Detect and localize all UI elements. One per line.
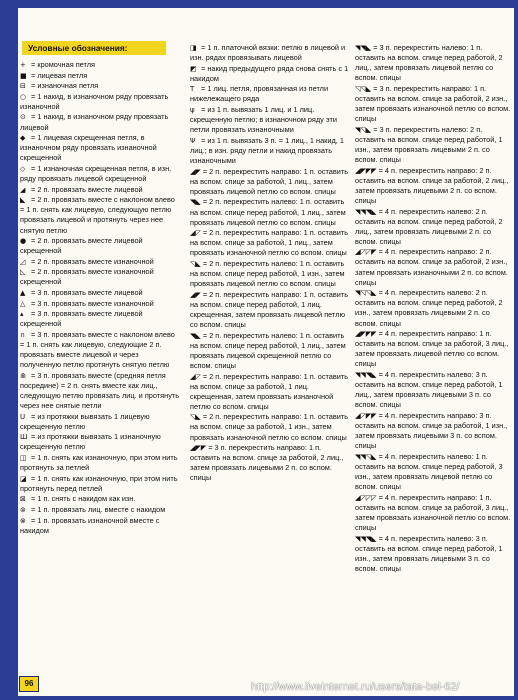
legend-entry-text: = 1 лиц. петля, провязанная из петли нижележащего ряда [190, 84, 329, 104]
stitch-symbol-icon: ◇ [20, 164, 26, 173]
watermark-url: http://www.liveinternet.ru/users/tata-bel-62/ [251, 681, 460, 693]
legend-entry [190, 259, 352, 289]
legend-entry-text: = 4 п. перекрестить налево: 1 п. оставить на вспом. спице перед работой, 3 изн., затем провязать лицевой петлю со вспом. спицы [355, 451, 503, 492]
stitch-symbol-icon: Ψ [190, 136, 196, 145]
legend-entry-text: = 1 накид, в изнаночном ряду провязать изнаночной [20, 91, 169, 111]
legend-column-3 [355, 43, 511, 574]
legend-entry [20, 288, 180, 298]
legend-entry-text: = 3 п. провязать вместе лицевой скрещенной [20, 309, 143, 329]
stitch-symbol-icon: ◥◹◹◣ [355, 289, 377, 298]
legend-entry [190, 43, 352, 63]
stitch-symbol-icon: ⊚ [20, 506, 26, 515]
page-number: 96 [19, 676, 39, 692]
stitch-symbol-icon: ◥◥◥◣ [355, 534, 377, 543]
legend-entry [355, 166, 511, 206]
legend-entry [20, 309, 180, 329]
legend-entry [20, 164, 180, 184]
legend-entry-text: = накид предыдущего ряда снова снять с 1 накидом [190, 63, 349, 83]
stitch-symbol-icon: ◫ [20, 454, 27, 463]
legend-entry [190, 412, 352, 442]
legend-entry [20, 257, 180, 267]
legend-entry-text: = 4 п. перекрестить налево: 3 п. оставить на вспом. спице перед работой, 1 лиц., затем провязать лицевыми 3 п. со вспом. спицы [355, 370, 503, 410]
stitch-symbol-icon: ⋒ [20, 371, 26, 380]
stitch-symbol-icon: ⊠ [20, 495, 26, 504]
stitch-symbol-icon: ◢◤◤ [190, 444, 207, 453]
legend-entry-text: = изнаночная петля [29, 81, 99, 91]
legend-entry-text: = 3 п. перекрестить направо: 1 п. оставить на вспом. спице за работой, 2 лиц., затем провязать лицевыми 2 п. со вспом. спицы [190, 443, 344, 483]
legend-entry-text: = 4 п. перекрестить направо: 3 п. оставить на вспом. спице за работой, 1 изн., затем провязать лицевыми 3 п. со вспом. спицы [355, 410, 508, 451]
stitch-symbol-icon: ◢◤◤◤ [355, 330, 377, 339]
legend-entry [190, 372, 352, 412]
legend-entry [20, 474, 180, 494]
legend-entry [355, 84, 511, 124]
legend-entry-text: = кромочная петля [29, 60, 95, 69]
stitch-symbol-icon: ◥◥◹◣ [355, 452, 377, 461]
legend-entry-text: = 2 п. перекрестить направо: 1 п. оставить на вспом. спице за работой, 1 лиц., затем провязать лицевой петлю со вспом. спицы [190, 166, 349, 196]
stitch-symbol-icon: ◥◹◣ [355, 125, 372, 134]
legend-entry [190, 167, 352, 197]
stitch-symbol-icon: ◢◸ [190, 372, 201, 381]
stitch-symbol-icon: ◺ [20, 268, 26, 277]
stitch-symbol-icon: ∩ [20, 330, 26, 339]
stitch-symbol-icon: + [20, 61, 26, 69]
legend-entry-text: = 1 п. снять как изнаночную, при этом нить протянуть за петлей [20, 453, 178, 473]
legend-entry-text: = 2 п. провязать вместе изнаночной скрещенной [20, 267, 154, 287]
legend-entry-text: = 2 п. перекрестить налево: 1 п. оставить на вспом. спице перед работой, 1 лиц., затем провязать лицевой скрещенной петлю со вспом. спицы [190, 330, 346, 370]
legend-entry [355, 370, 511, 410]
legend-entry [20, 81, 180, 91]
legend-entry [20, 371, 180, 411]
stitch-symbol-icon: ◢◸◸◸ [355, 493, 377, 502]
legend-column-2 [190, 43, 352, 484]
paper-sheet [18, 8, 514, 696]
legend-entry [190, 443, 352, 483]
legend-entry-text: = 3 п. перекрестить налево: 2 п. оставить на вспом. спице перед работой, 1 изн., затем провязать лицевыми 2 п. со вспом. спицы [355, 124, 503, 165]
legend-entry-text: = из 1 п. вывязать 3 п. = 1 лиц., 1 накид, 1 лиц.; в изн. ряду петли и накид провязать изнаночными [190, 135, 344, 166]
legend-entry-text: = 2 п. перекрестить направо: 1 п. оставить на вспом. спице за работой, 1 лиц. скрещенная, затем провязать изнаночной петлю со вспом. спицы [190, 371, 349, 411]
stitch-symbol-icon: ◢◤ [190, 290, 201, 299]
stitch-symbol-icon: ◥◣ [190, 198, 201, 207]
legend-entry [20, 516, 180, 536]
legend-entry [20, 133, 180, 163]
legend-entry-text: = из 1 п. вывязать 1 лиц. и 1 лиц. скрещенную петлю; в изнаночном ряду эти петли провязать изнаночными [190, 105, 337, 135]
legend-entry [20, 453, 180, 473]
legend-entry [355, 43, 511, 83]
stitch-symbol-icon: ◢◸◤◤ [355, 411, 377, 420]
stitch-symbol-icon: ◢◸◸◤ [355, 248, 377, 257]
legend-entry [190, 64, 352, 84]
stitch-symbol-icon: Ш [20, 433, 28, 442]
stitch-symbol-icon: ■ [20, 71, 27, 80]
legend-entry [20, 185, 180, 195]
legend-entry-text: = 1 п. провязать лиц. вместе с накидом [29, 505, 166, 515]
legend-entry-text: = 2 п. провязать вместе лицевой [29, 184, 143, 194]
legend-entry [190, 84, 352, 104]
legend-entry-text: = из протяжки вывязать 1 изнаночную скрещенную петлю [20, 432, 161, 452]
legend-entry [355, 125, 511, 165]
legend-entry [355, 329, 511, 369]
legend-entry-text: = 2 п. перекрестить направо: 1 п. оставить на вспом. спице за работой, 1 лиц., затем провязать изнаночной петлю со вспом. спицы [190, 228, 349, 258]
legend-entry-text: = 4 п. перекрестить направо: 2 п. оставить на вспом. спице за работой, 2 изн., затем провязать изнаночными 2 п. со вспом. спицы [355, 247, 508, 287]
stitch-symbol-icon: U [20, 412, 26, 421]
legend-entry-text: = 4 п. перекрестить налево: 2 п. оставить на вспом. спице перед работой, 2 изн., затем провязать лицевыми 2 п. со вспом. спицы [355, 288, 503, 328]
legend-entry [190, 331, 352, 371]
legend-entry-text: = 4 п. перекрестить направо: 1 п. оставить на вспом. спице за работой, 3 лиц., затем провязать изнаночной петлю со вспом. спицы [355, 492, 511, 532]
legend-entry-text: = 4 п. перекрестить направо: 2 п. оставить на вспом. спице за работой, 2 лиц., затем провязать лицевыми 2 п. со вспом. спицы [355, 165, 509, 205]
legend-column-1 [20, 60, 180, 536]
stitch-symbol-icon: ◥◥◣ [355, 44, 372, 52]
stitch-symbol-icon: ◢◤ [190, 167, 201, 176]
legend-entry-text: = 3 п. перекрестить налево: 1 п. оставить на вспом. спице перед работой, 2 лиц., затем провязать лицевой петлю со вспом. спицы [355, 43, 503, 83]
stitch-symbol-icon: ◪ [20, 474, 27, 483]
legend-entry [190, 136, 352, 166]
legend-entry-text: = 2 п. перекрестить направо: 1 п. оставить на вспом. спице за работой, 1 изн., затем провязать изнаночной петлю со вспом. спицы [190, 412, 349, 442]
legend-entry [190, 228, 352, 258]
legend-entry [355, 493, 511, 533]
legend-entry [20, 92, 180, 112]
legend-entry [20, 195, 180, 235]
legend-entry [190, 197, 352, 227]
legend-entry-text: = 4 п. перекрестить направо: 1 п. оставить на вспом. спице за работой, 3 лиц., затем провязать лицевой петлю со вспом. спицы [355, 329, 509, 369]
legend-entry-text: = 1 п. снять с накидом как изн. [29, 494, 136, 504]
legend-entry-text: = 1 изнаночная скрещенная петля, в изн. ряду провязать лицевой скрещенной [20, 163, 172, 184]
stitch-symbol-icon: ◩ [190, 64, 197, 73]
legend-entry-text: = 3 п. провязать вместе с наклоном влево = 1 п. снять как лицевую, следующие 2 п. провязать вместе лицевой и через полученную петлю протянуть снятую петлю [20, 329, 175, 370]
legend-entry [355, 207, 511, 247]
legend-entry [355, 288, 511, 328]
legend-entry [20, 71, 180, 81]
stitch-symbol-icon: ⊙ [20, 113, 26, 122]
legend-entry-text: = из протяжки вывязать 1 лицевую скрещенную петлю [20, 411, 150, 431]
stitch-symbol-icon: ⊗ [20, 516, 26, 525]
legend-entry [20, 412, 180, 432]
stitch-symbol-icon: ψ [190, 106, 195, 115]
stitch-symbol-icon: ◢◸ [190, 229, 201, 238]
legend-entry-text: = 2 п. провязать вместе лицевой скрещенной [20, 236, 143, 256]
stitch-symbol-icon: ● [20, 237, 27, 246]
stitch-symbol-icon: ◨ [190, 44, 197, 52]
stitch-symbol-icon: ◹◣ [190, 259, 201, 268]
legend-entry [20, 432, 180, 452]
stitch-symbol-icon: ▲ [20, 289, 26, 298]
stitch-symbol-icon: ◿ [20, 257, 26, 266]
stitch-symbol-icon: ◣ [20, 196, 26, 205]
legend-entry-text: = 4 п. перекрестить налево: 3 п. оставить на вспом. спице перед работой, 1 изн., затем провязать лицевыми 3 п. со вспом. спицы [355, 533, 503, 573]
stitch-symbol-icon: △ [20, 299, 26, 308]
legend-entry-text: = 2 п. провязать вместе изнаночной [29, 256, 154, 266]
legend-title: Условные обозначения: [22, 41, 166, 55]
legend-entry-text: = 3 п. провязать вместе изнаночной [29, 298, 154, 308]
stitch-symbol-icon: ◹◣ [190, 413, 201, 422]
legend-entry [355, 534, 511, 574]
legend-entry [20, 505, 180, 515]
stitch-symbol-icon: ◥◣ [190, 331, 201, 340]
legend-entry-text: = 2 п. перекрестить налево: 1 п. оставить на вспом. спице перед работой, 1 изн., затем провязать лицевой петлю со вспом. спицы [190, 258, 345, 289]
stitch-symbol-icon: ○ [20, 92, 27, 101]
legend-entry [190, 290, 352, 330]
legend-entry-text: = 3 п. провязать вместе (средняя петля посредине) = 2 п. снять вместе как лиц., следующую петлю провязать лиц. и протянуть через нее снятые петли [20, 370, 180, 411]
legend-entry-text: = 4 п. перекрестить налево: 2 п. оставить на вспом. спице перед работой, 2 лиц., затем провязать лицевыми 2 п. со вспом. спицы [355, 206, 503, 246]
stitch-symbol-icon: ◥◥◥◣ [355, 371, 377, 379]
legend-entry-text: = 1 п. провязать изнаночной вместе с накидом [20, 515, 160, 535]
legend-entry [20, 299, 180, 309]
legend-entry [20, 267, 180, 287]
legend-entry-text: = 1 накид, в изнаночном ряду провязать лицевой [20, 112, 169, 132]
legend-entry [20, 330, 180, 370]
stitch-symbol-icon: ▴ [20, 310, 24, 319]
stitch-symbol-icon: T [190, 85, 195, 94]
legend-entry-text: = 1 п. снять как изнаночную, при этом нить протянуть перед петлей [20, 473, 178, 493]
legend-entry-text: = лицевая петля [29, 70, 88, 80]
legend-entry [190, 105, 352, 135]
stitch-symbol-icon: ◢ [20, 185, 26, 194]
stitch-symbol-icon: ◹◹◣ [355, 84, 372, 93]
legend-entry [20, 112, 180, 132]
legend-entry [355, 452, 511, 492]
legend-entry [20, 494, 180, 504]
legend-entry-text: = 3 п. провязать вместе лицевой [29, 288, 143, 298]
legend-entry-text: = 2 п. перекрестить налево: 1 п. оставить на вспом. спице перед работой, 1 лиц., затем провязать лицевой петлю со вспом. спицы [190, 197, 346, 227]
stitch-symbol-icon: ◥◥◥◣ [355, 207, 377, 216]
stitch-symbol-icon: ◢◤◤◤ [355, 166, 377, 175]
legend-entry-text: = 3 п. перекрестить направо: 1 п. оставить на вспом. спице за работой, 2 изн., затем провязать изнаночной петлю со вспом. спицы [355, 83, 511, 124]
legend-entry-text: = 2 п. провязать вместе с наклоном влево = 1 п. снять как лицевую, следующую петлю провязать лицевой и протянуть через нее снятую петлю [20, 195, 175, 235]
legend-entry [355, 411, 511, 451]
legend-entry-text: = 2 п. перекрестить направо: 1 п. оставить на вспом. спице перед работой, 1 лиц. скрещенная, затем провязать лицевой петлю со вспом. спицы [190, 289, 349, 330]
stitch-symbol-icon: ⊟ [20, 82, 26, 91]
legend-entry [20, 60, 180, 70]
legend-entry-text: = 1 п. платочной вязки: петлю в лицевой и изн. рядах провязывать лицевой [190, 43, 346, 63]
stitch-symbol-icon: ◆ [20, 134, 26, 143]
legend-entry [20, 236, 180, 256]
legend-entry-text: = 1 лицевая скрещенная петля, в изнаночном ряду провязать изнаночной скрещенной [20, 133, 157, 163]
legend-entry [355, 247, 511, 287]
